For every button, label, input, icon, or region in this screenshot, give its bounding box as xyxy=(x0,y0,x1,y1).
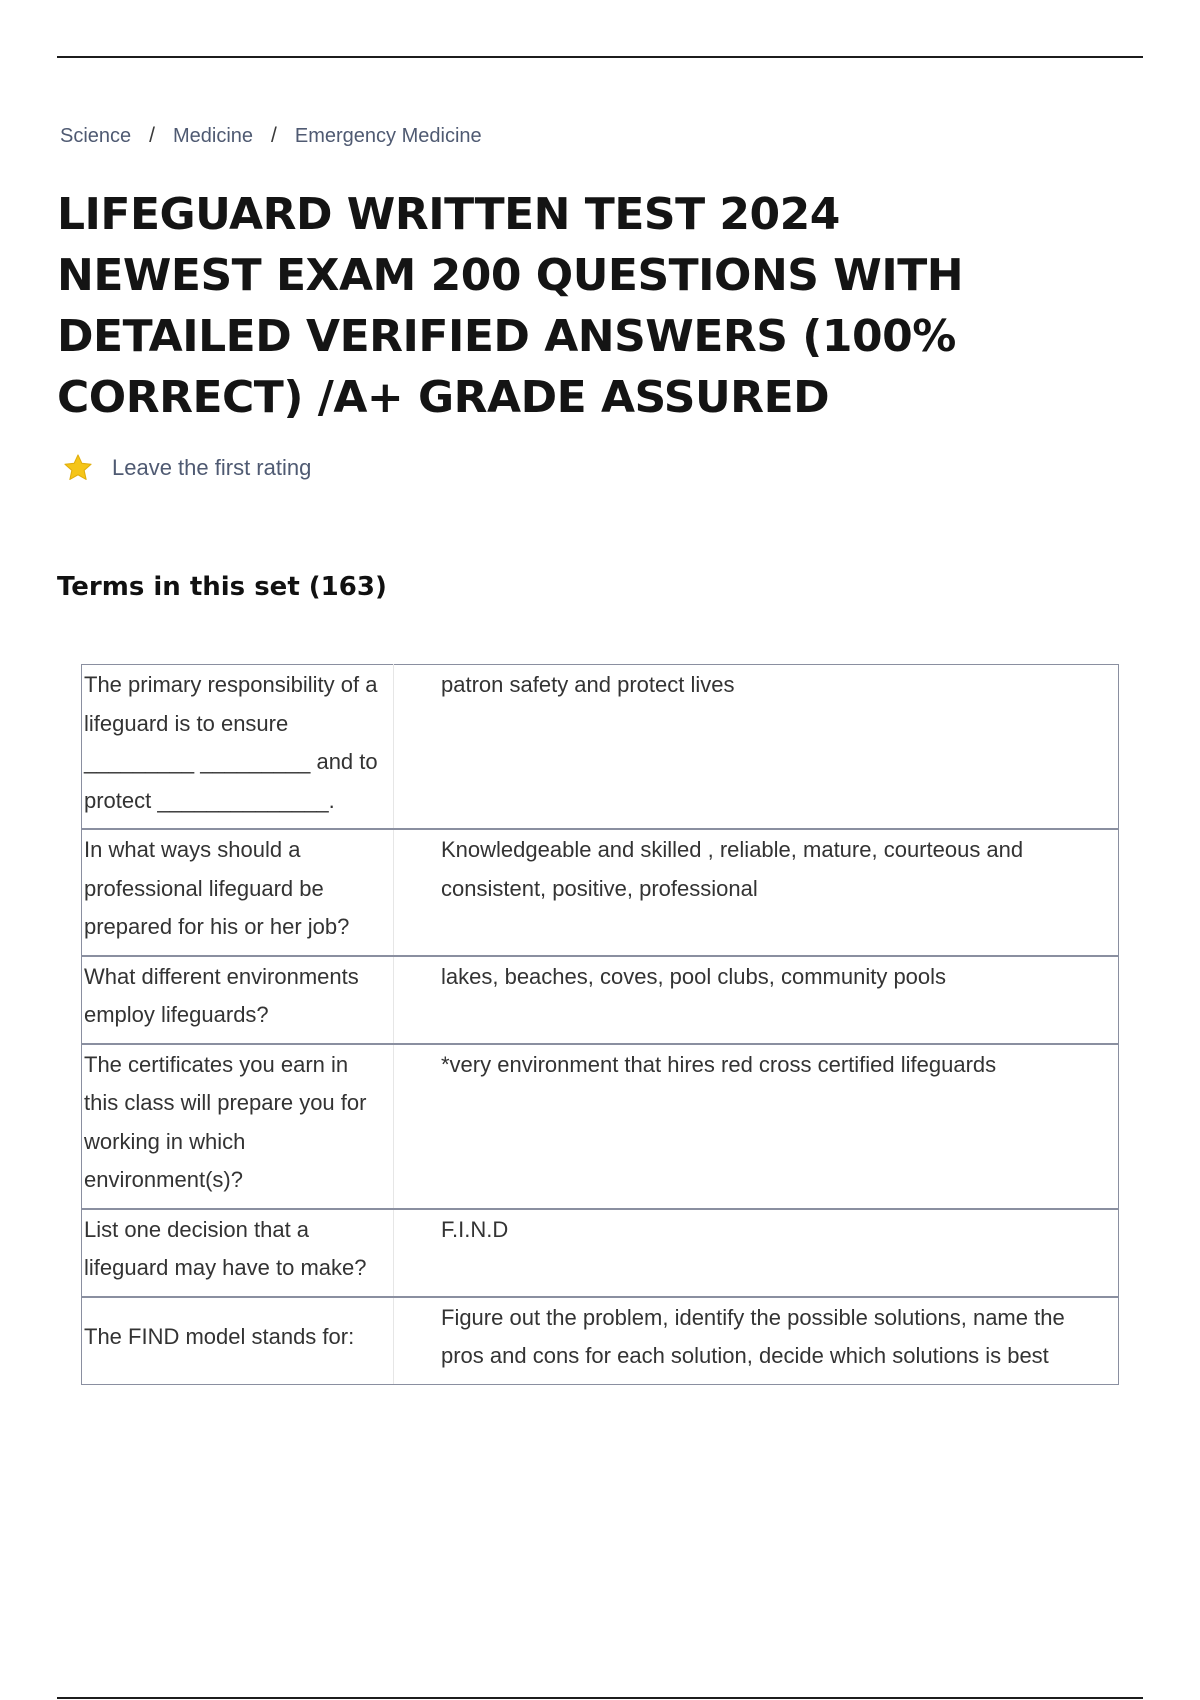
terms-table xyxy=(81,664,1119,1385)
page-title: LIFEGUARD WRITTEN TEST 2024 NEWEST EXAM 200 QUESTIONS WITH DETAILED VERIFIED ANSWERS (100% CORRECT) /A+ GRADE ASSURED xyxy=(57,189,964,423)
breadcrumb xyxy=(60,124,482,148)
rating-button[interactable] xyxy=(62,452,311,484)
term-cell: In what ways should a professional lifeguard be prepared for his or her job? xyxy=(82,829,394,956)
definition-cell: lakes, beaches, coves, pool clubs, community pools xyxy=(394,956,1119,1044)
top-divider xyxy=(57,56,1143,58)
term-cell: The primary responsibility of a lifeguard is to ensure _________ _________ and to protect ______________. xyxy=(82,665,394,830)
definition-cell: *very environment that hires red cross certified lifeguards xyxy=(394,1044,1119,1209)
breadcrumb-separator: / xyxy=(149,124,155,147)
rating-label: Leave the first rating xyxy=(112,455,312,480)
definition-cell: F.I.N.D xyxy=(394,1209,1119,1297)
breadcrumb-separator: / xyxy=(271,124,277,147)
table-row xyxy=(82,1209,1119,1297)
table-row xyxy=(82,665,1119,830)
term-cell: What different environments employ lifeguards? xyxy=(82,956,394,1044)
table-row xyxy=(82,1044,1119,1209)
term-cell: The FIND model stands for: xyxy=(82,1297,394,1385)
definition-cell: patron safety and protect lives xyxy=(394,665,1119,830)
breadcrumb-item-emergency-medicine[interactable]: Emergency Medicine xyxy=(294,124,482,147)
table-row xyxy=(82,1297,1119,1385)
bottom-divider xyxy=(57,1697,1143,1699)
breadcrumb-item-medicine[interactable]: Medicine xyxy=(173,124,254,147)
table-row xyxy=(82,829,1119,956)
term-cell: The certificates you earn in this class will prepare you for working in which environment(s)? xyxy=(82,1044,394,1209)
terms-heading: Terms in this set (163) xyxy=(57,572,387,602)
definition-cell: Knowledgeable and skilled , reliable, mature, courteous and consistent, positive, professional xyxy=(394,829,1119,956)
definition-cell: Figure out the problem, identify the possible solutions, name the pros and cons for each solution, decide which solutions is best xyxy=(394,1297,1119,1385)
star-icon xyxy=(62,452,94,484)
table-row xyxy=(82,956,1119,1044)
breadcrumb-item-science[interactable]: Science xyxy=(60,124,132,147)
term-cell: List one decision that a lifeguard may have to make? xyxy=(82,1209,394,1297)
